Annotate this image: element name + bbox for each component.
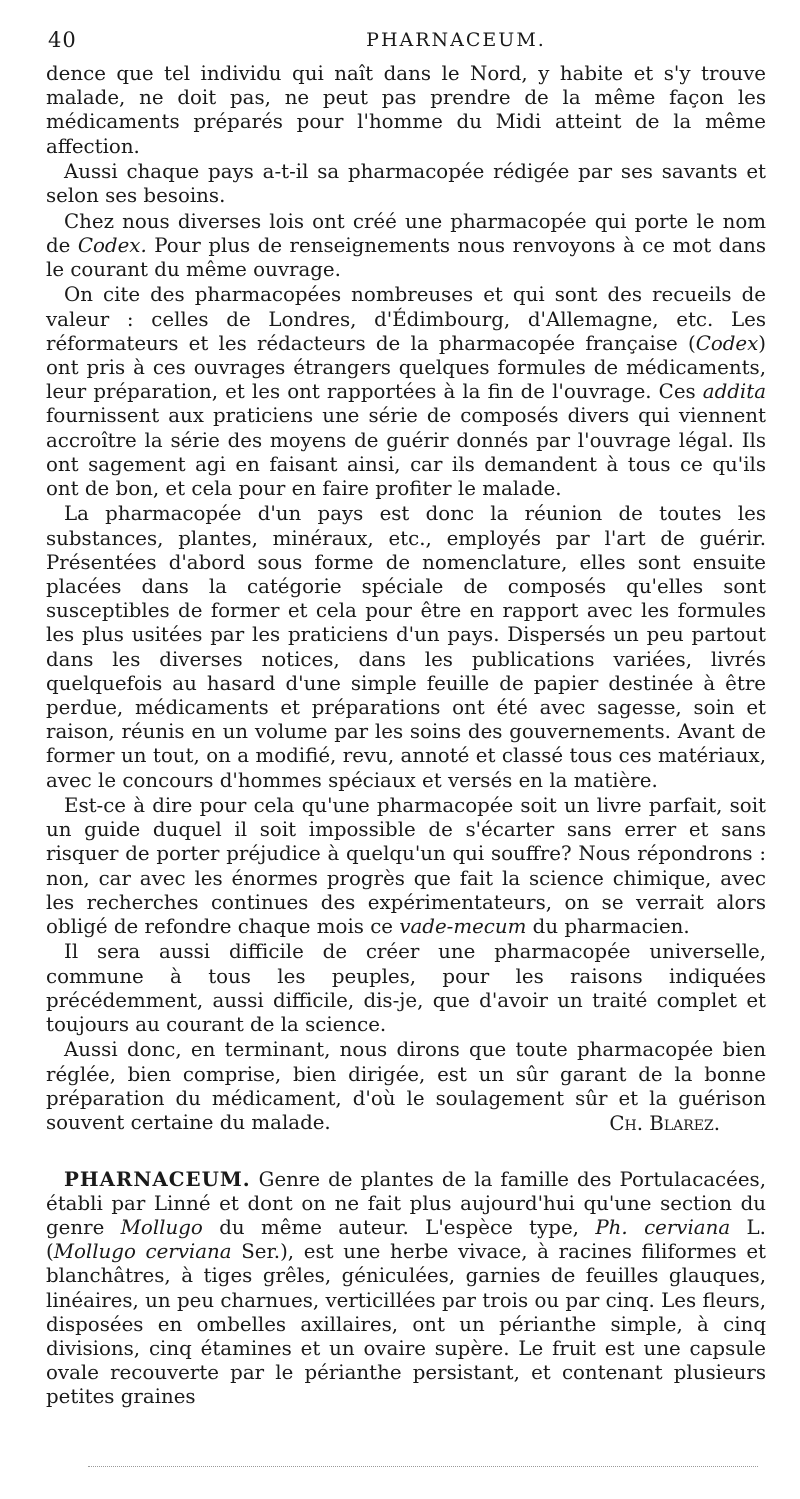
paragraph-6-text-b: du pharmacien. <box>532 915 690 939</box>
paragraph-4-text-c: fournissent aux praticiens une série de composés divers qui viennent accroître la série des moyens de guérir donnés par l'ouvrage légal. Ils ont sagement agi en faisant ainsi, car ils demandent à tous ce qu'ils ont de bon, et cela pour en faire profiter le malade. <box>46 404 766 501</box>
entry-paragraph <box>46 1167 766 1410</box>
paragraph-8: Aussi donc, en terminant, nous dirons que toute pharmacopée bien réglée, bien comprise, bien dirigée, est un sûr garant de la bonne préparation du médicament, d'où le soulagement sûr et la guérison souvent certaine du malade. <box>46 1038 766 1135</box>
paragraph-1: dence que tel individu qui naît dans le Nord, y habite et s'y trouve malade, ne doit pas, ne peut pas prendre de la même façon les médicaments préparés pour l'homme du Midi atteint de la même affection. <box>46 62 766 158</box>
paragraph-6-text-a: Est-ce à dire pour cela qu'une pharmacopée soit un livre parfait, soit un guide duquel il soit impossible de s'écarter sans errer et sans risquer de porter préjudice à quelqu'un qui souffre? Nous répondrons : non, car avec les énormes progrès que fait la science chimique, avec les recherches continues des expérimentateurs, on se verrait alors obligé de refondre chaque mois ce <box>46 794 766 939</box>
page-number: 40 <box>48 28 77 52</box>
entry-headword: PHARNACEUM. <box>64 1166 251 1191</box>
entry-text-2: du même auteur. L'espèce type, <box>219 1216 579 1240</box>
paragraph-3 <box>46 210 766 283</box>
article-body <box>46 62 766 1410</box>
footer-dotted-rule <box>88 1466 758 1467</box>
paragraph-7: Il sera aussi difficile de créer une pharmacopée universelle, commune à tous les peuples, pour les raisons indiquées précédemment, aussi difficile, dis-je, que d'avoir un traité complet et toujours au courant de la science. <box>46 940 766 1037</box>
paragraph-3-text-b: Pour plus de renseignements nous renvoyons à ce mot dans le courant du même ouvrage. <box>46 233 767 281</box>
entry-text-3: L. ( <box>46 1216 766 1264</box>
paragraph-3-text-a: Chez nous diverses lois ont créé une pharmacopée qui porte le nom de <box>46 209 766 257</box>
paragraph-4-italic-1: Codex <box>695 331 759 355</box>
author-signature: Ch. Blarez. <box>609 1112 720 1136</box>
paragraph-4-text-a: On cite des pharmacopées nombreuses et qui sont des recueils de valeur : celles de Londres, d'Édimbourg, d'Allemagne, etc. Les réformateurs et les rédacteurs de la pharmacopée française ( <box>46 283 766 355</box>
entry-italic-1: Mollugo <box>120 1216 203 1240</box>
entry-italic-2: Ph. cerviana <box>595 1216 731 1240</box>
paragraph-6 <box>46 794 766 939</box>
entry-text-4: Ser.), est une herbe vivace, à racines filiformes et blanchâtres, à tiges grêles, géniculées, garnies de feuilles glauques, linéaires, un peu charnues, verticillées par trois ou par cinq. Les fleurs, disposées en ombelles axillaires, ont un périanthe simple, à cinq divisions, cinq étamines et un ovaire supère. Le fruit est une capsule ovale recouverte par le périanthe persistant, et contenant plusieurs petites graines <box>46 1240 766 1409</box>
paragraph-5: La pharmacopée d'un pays est donc la réunion de toutes les substances, plantes, minéraux, etc., employés par l'art de guérir. Présentées d'abord sous forme de nomenclature, elles sont ensuite placées dans la catégorie spéciale de composés qu'elles sont susceptibles de former et cela pour être en rapport avec les formules les plus usitées par les praticiens d'un pays. Dispersés un peu partout dans les diverses notices, dans les publications variées, livrés quelquefois au hasard d'une simple feuille de papier destinée à être perdue, médicaments et préparations ont été avec sagesse, soin et raison, réunis en un volume par les soins des gouvernements. Avant de former un tout, on a modifié, revu, annoté et classé tous ces matériaux, avec le concours d'hommes spéciaux et versés en la matière. <box>46 502 766 792</box>
page <box>46 28 766 1411</box>
entry-text-1: Genre de plantes de la famille des Portulacacées, établi par Linné et dont on ne fait plus aujourd'hui qu'une section du genre <box>46 1167 766 1240</box>
entry-italic-3: Mollugo cerviana <box>53 1240 232 1264</box>
running-head <box>46 28 766 62</box>
paragraph-4-text-b: ) ont pris à ces ouvrages étrangers quelques formules de médicaments, leur préparation, et les ont rapportées à la fin de l'ouvrage. Ces <box>46 331 766 404</box>
paragraph-4-italic-2: addita <box>702 380 766 404</box>
running-title: PHARNACEUM. <box>366 29 546 51</box>
dictionary-entry <box>46 1167 766 1410</box>
paragraph-2: Aussi chaque pays a-t-il sa pharmacopée rédigée par ses savants et selon ses besoins. <box>46 160 766 208</box>
paragraph-4 <box>46 283 766 501</box>
paragraph-6-italic: vade-mecum <box>399 915 527 939</box>
paragraph-3-italic: Codex. <box>77 233 147 257</box>
